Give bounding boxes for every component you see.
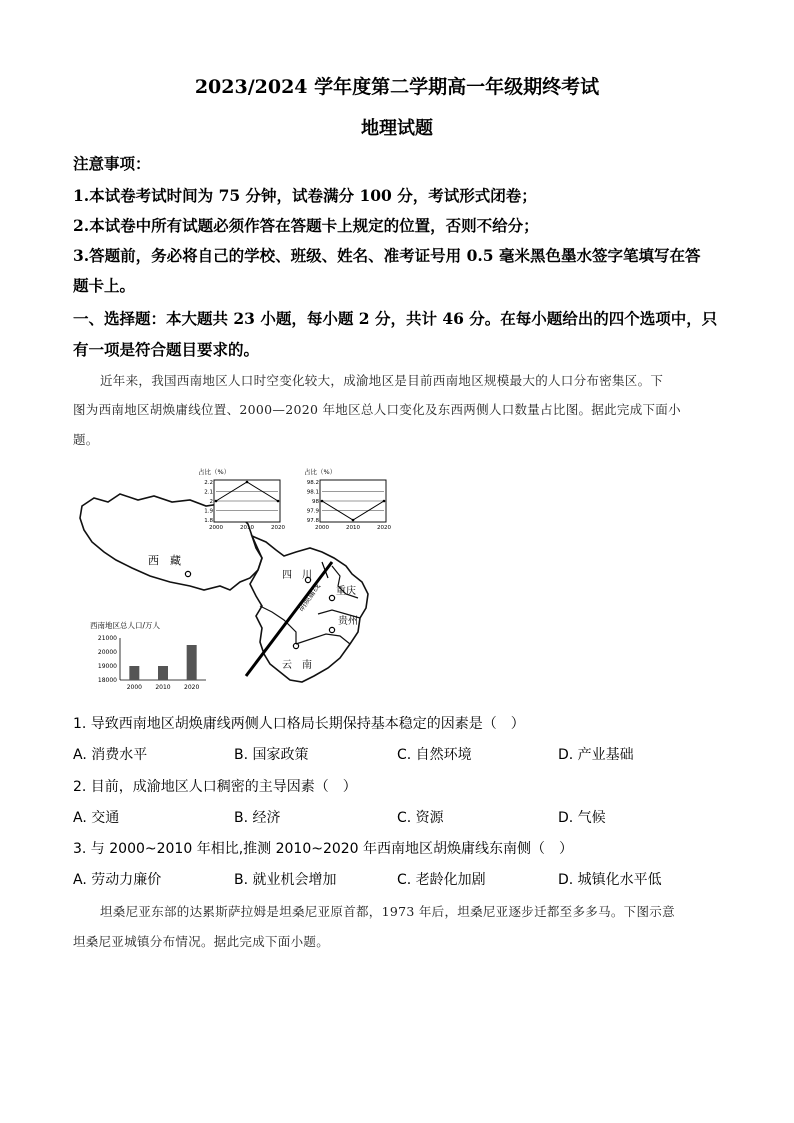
exam-subtitle: 地理试题 (361, 118, 433, 139)
bar-ytick: 21000 (97, 635, 117, 642)
passage1-line2: 图为西南地区胡焕庸线位置、2000—2020 年地区总人口变化及东西两侧人口数量占比图。据此完成下面小 (73, 402, 681, 417)
bar-ytick: 18000 (97, 677, 117, 684)
right-ytick: 98.1 (306, 489, 319, 496)
label-chongqing: 重庆 (336, 586, 356, 597)
population-bar (187, 645, 197, 680)
left-xtick: 2000 (209, 525, 223, 531)
notice-item-1: 1.本试卷考试时间为 75 分钟，试卷满分 100 分，考试形式闭卷； (73, 186, 537, 205)
right-chart-unit: 占比（%） (304, 468, 337, 476)
question-3-option-b[interactable]: B. 就业机会增加 (234, 872, 337, 888)
right-point (352, 519, 355, 522)
southwest-figure (70, 462, 410, 702)
right-ytick: 98.2 (306, 480, 319, 486)
label-yunnan: 云 南 (282, 660, 312, 671)
question-2-option-d[interactable]: D. 气候 (558, 810, 606, 826)
passage2-line2: 坦桑尼亚城镇分布情况。据此完成下面小题。 (73, 934, 330, 949)
passage2-line1: 坦桑尼亚东部的达累斯萨拉姆是坦桑尼亚原首都，1973 年后，坦桑尼亚逐步迁都至多多马。下图示意 (100, 904, 675, 919)
exam-title: 2023/2024 学年度第二学期高一年级期终考试 (194, 76, 600, 98)
notice-item-2: 2.本试卷中所有试题必须作答在答题卡上规定的位置，否则不给分； (73, 216, 539, 235)
question-2-stem: 2. 目前，成渝地区人口稠密的主导因素（ ） (73, 779, 357, 795)
left-ytick: 2 (209, 499, 213, 505)
left-point (246, 481, 249, 484)
right-ytick: 97.9 (306, 508, 319, 515)
left-ytick: 1.9 (204, 508, 213, 515)
question-1-stem: 1. 导致西南地区胡焕庸线两侧人口格局长期保持基本稳定的因素是（ ） (73, 716, 525, 732)
notice-heading: 注意事项： (73, 154, 151, 173)
left-point (215, 500, 218, 503)
right-line-chart (304, 467, 391, 531)
question-3-stem: 3. 与 2000~2010 年相比,推测 2010~2020 年西南地区胡焕庸线东南侧（ ） (73, 841, 574, 857)
question-1-option-d[interactable]: D. 产业基础 (558, 747, 634, 763)
bar-ytick: 19000 (97, 663, 117, 670)
left-xtick: 2010 (240, 525, 254, 531)
left-chart-unit: 占比（%） (198, 468, 231, 476)
right-ytick: 97.8 (306, 518, 319, 524)
question-1-option-a[interactable]: A. 消费水平 (73, 747, 148, 763)
right-xtick: 2020 (377, 525, 391, 531)
label-hu-line: 胡焕庸线 (296, 581, 322, 614)
bar-xtick: 2000 (126, 684, 142, 691)
bar-xtick: 2010 (155, 684, 171, 691)
left-point (277, 500, 280, 503)
left-ytick: 1.8 (204, 518, 213, 524)
population-bar (129, 666, 139, 680)
section-heading-line2: 有一项是符合题目要求的。 (73, 340, 260, 359)
question-3-option-d[interactable]: D. 城镇化水平低 (558, 872, 662, 888)
section-heading-line1: 一、选择题：本大题共 23 小题，每小题 2 分，共计 46 分。在每小题给出的四个选项中，只 (73, 309, 718, 328)
passage1-line1: 近年来，我国西南地区人口时空变化较大，成渝地区是目前西南地区规模最大的人口分布密集区。下 (100, 373, 664, 388)
bar-xtick: 2020 (184, 684, 200, 691)
left-line-chart (198, 467, 285, 531)
left-ytick: 2.2 (204, 480, 213, 486)
question-2-option-a[interactable]: A. 交通 (73, 810, 120, 826)
question-3-option-c[interactable]: C. 老龄化加剧 (397, 872, 486, 888)
label-xizang: 西 藏 (148, 554, 181, 567)
bar-ytick: 20000 (97, 649, 117, 656)
right-point (383, 500, 386, 503)
question-1-option-c[interactable]: C. 自然环境 (397, 747, 472, 763)
right-ytick: 98 (312, 499, 319, 505)
notice-item-3-line2: 题卡上。 (73, 276, 136, 295)
passage1-line3: 题。 (73, 432, 99, 447)
question-3-option-a[interactable]: A. 劳动力廉价 (73, 872, 162, 888)
notice-item-3-line1: 3.答题前，务必将自己的学校、班级、姓名、准考证号用 0.5 毫米黑色墨水签字笔填写在答 (73, 246, 701, 265)
left-xtick: 2020 (271, 525, 285, 531)
population-bar (158, 666, 168, 680)
question-2-option-c[interactable]: C. 资源 (397, 810, 444, 826)
right-xtick: 2000 (315, 525, 329, 531)
right-xtick: 2010 (346, 525, 360, 531)
label-guizhou: 贵州 (338, 616, 358, 627)
bar-chart-title: 西南地区总人口/万人 (90, 621, 161, 630)
question-2-option-b[interactable]: B. 经济 (234, 810, 281, 826)
left-ytick: 2.1 (204, 489, 213, 496)
question-1-option-b[interactable]: B. 国家政策 (234, 747, 309, 763)
right-point (321, 500, 324, 503)
label-sichuan: 四 川 (282, 570, 312, 581)
population-bar-chart (88, 618, 208, 691)
